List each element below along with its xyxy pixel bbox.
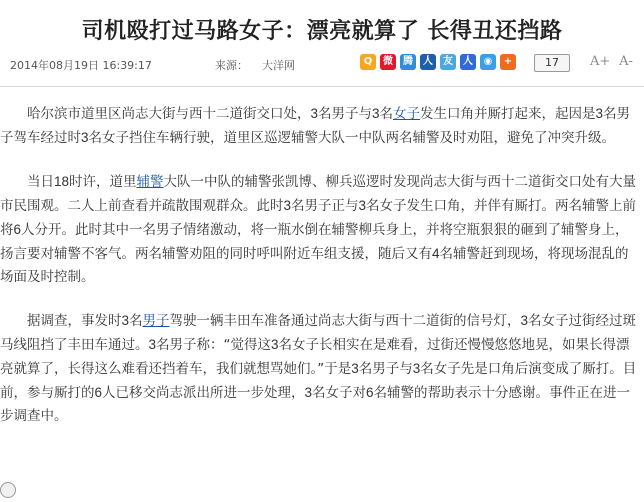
- paragraph-text: 3: [121, 313, 130, 328]
- baidu-share-icon[interactable]: 人: [460, 54, 476, 70]
- paragraph-text: 名女子对: [312, 385, 367, 401]
- keyword-link[interactable]: 男子: [142, 313, 170, 329]
- paragraph-text: 名女子挡住车辆行驶，道里区巡逻辅警大队一中队两名辅警及时劝阻，避免了冲突升级。: [88, 130, 616, 146]
- publish-date: 2014年08月19日 16:39:17: [10, 59, 152, 72]
- source-name: 大洋网: [262, 59, 295, 72]
- source-label: 来源：: [215, 59, 248, 72]
- paragraph-text: 大队一中队的辅警张凯博、柳兵巡逻时发现尚志大街与西十二道街交口处有大量市民围观。二人上前查看并疏散围观群众。此时: [0, 174, 637, 214]
- article-paragraph: [0, 102, 644, 150]
- paragraph-text: 人已移交尚志派出所进一步处理，: [102, 385, 305, 401]
- paragraph-text: 名女子先是口角后演变成了厮打。目前，参与厮打的: [0, 361, 637, 401]
- qq-share-icon[interactable]: ◉: [480, 54, 496, 70]
- paragraph-text: 名男子与: [318, 106, 373, 122]
- paragraph-text: 名男子称：“觉得这: [156, 337, 272, 353]
- paragraph-text: 哈尔滨市道里区尚志大街与西十二道街交口处，: [27, 106, 311, 122]
- article-title: 司机殴打过马路女子：漂亮就算了 长得丑还挡路: [81, 18, 563, 44]
- article-meta: [10, 54, 636, 74]
- paragraph-text: 名男子驾车经过时: [0, 106, 631, 146]
- paragraph-text: 3: [372, 106, 380, 121]
- article-body: [0, 102, 644, 448]
- paragraph-text: 名: [379, 106, 394, 122]
- weibo-share-icon[interactable]: 微: [380, 54, 396, 70]
- paragraph-text: 3: [283, 198, 292, 213]
- paragraph-text: 名: [129, 313, 143, 329]
- paragraph-text: 人分开。此时其中一名男子情绪激动，将一瓶水倒在辅警柳兵身上，并将空瓶狠狠的砸到了辅警身上，扬言要对辅警不客气。两名辅警劝阻的同时呼叫附近车组支援，随后又有: [0, 222, 629, 262]
- paragraph-text: 名男子正与: [291, 198, 359, 214]
- paragraph-text: 3: [520, 313, 529, 328]
- font-larger-button[interactable]: A+: [590, 54, 611, 69]
- scroll-indicator-icon[interactable]: [0, 482, 16, 498]
- paragraph-text: 发生口角并厮打起来，起因是: [420, 106, 596, 122]
- paragraph-text: 时许，道里: [69, 174, 137, 190]
- paragraph-text: 6: [94, 385, 103, 400]
- paragraph-text: 据调查，事发时: [27, 313, 122, 329]
- paragraph-text: 18: [54, 174, 70, 189]
- pengyou-share-icon[interactable]: 友: [440, 54, 456, 70]
- paragraph-text: 名辅警的帮助表示十分感谢。事件正在进一步调查中。: [0, 385, 631, 424]
- paragraph-text: 名女子过街经过斑马线阻挡了丰田车通过。: [0, 313, 637, 353]
- paragraph-text: 6: [13, 222, 22, 237]
- paragraph-text: 名女子长相实在是难看，过街还慢慢悠悠地晃，如果长得漂亮就算了，长得这么难看还挡着车，我们就想骂她们。”于是: [0, 337, 630, 377]
- paragraph-text: 驾驶一辆丰田车准备通过尚志大街与西十二道街的信号灯，: [169, 313, 521, 329]
- comment-count-button[interactable]: 17: [534, 54, 570, 72]
- paragraph-text: 名女子发生口角，并伴有厮打。两名辅警上前将: [0, 198, 637, 238]
- share-bar: [360, 54, 516, 72]
- paragraph-text: 3: [148, 337, 157, 352]
- paragraph-text: 3: [310, 106, 319, 121]
- tencent-weibo-share-icon[interactable]: 腾: [400, 54, 416, 70]
- paragraph-text: 6: [366, 385, 374, 400]
- paragraph-text: 3: [358, 198, 367, 213]
- divider: [0, 86, 644, 87]
- paragraph-text: 4: [432, 246, 440, 261]
- paragraph-text: 名男子与: [358, 361, 413, 377]
- qzone-share-icon[interactable]: Q: [360, 54, 376, 70]
- paragraph-text: 3: [351, 361, 359, 376]
- paragraph-text: 3: [271, 337, 279, 352]
- paragraph-text: 3: [81, 130, 89, 145]
- keyword-link[interactable]: 女子: [393, 106, 421, 122]
- font-smaller-button[interactable]: A-: [619, 54, 633, 69]
- more-share-icon[interactable]: +: [500, 54, 516, 70]
- paragraph-text: 当日: [27, 174, 54, 190]
- paragraph-text: 3: [595, 106, 604, 121]
- paragraph-text: 3: [304, 385, 313, 400]
- paragraph-text: 3: [412, 361, 421, 376]
- article-paragraph: [0, 309, 644, 428]
- paragraph-text: 名辅警赶到现场，将现场混乱的场面及时控制。: [0, 246, 629, 285]
- renren-share-icon[interactable]: 人: [420, 54, 436, 70]
- article-paragraph: [0, 170, 644, 289]
- keyword-link[interactable]: 辅警: [136, 174, 164, 190]
